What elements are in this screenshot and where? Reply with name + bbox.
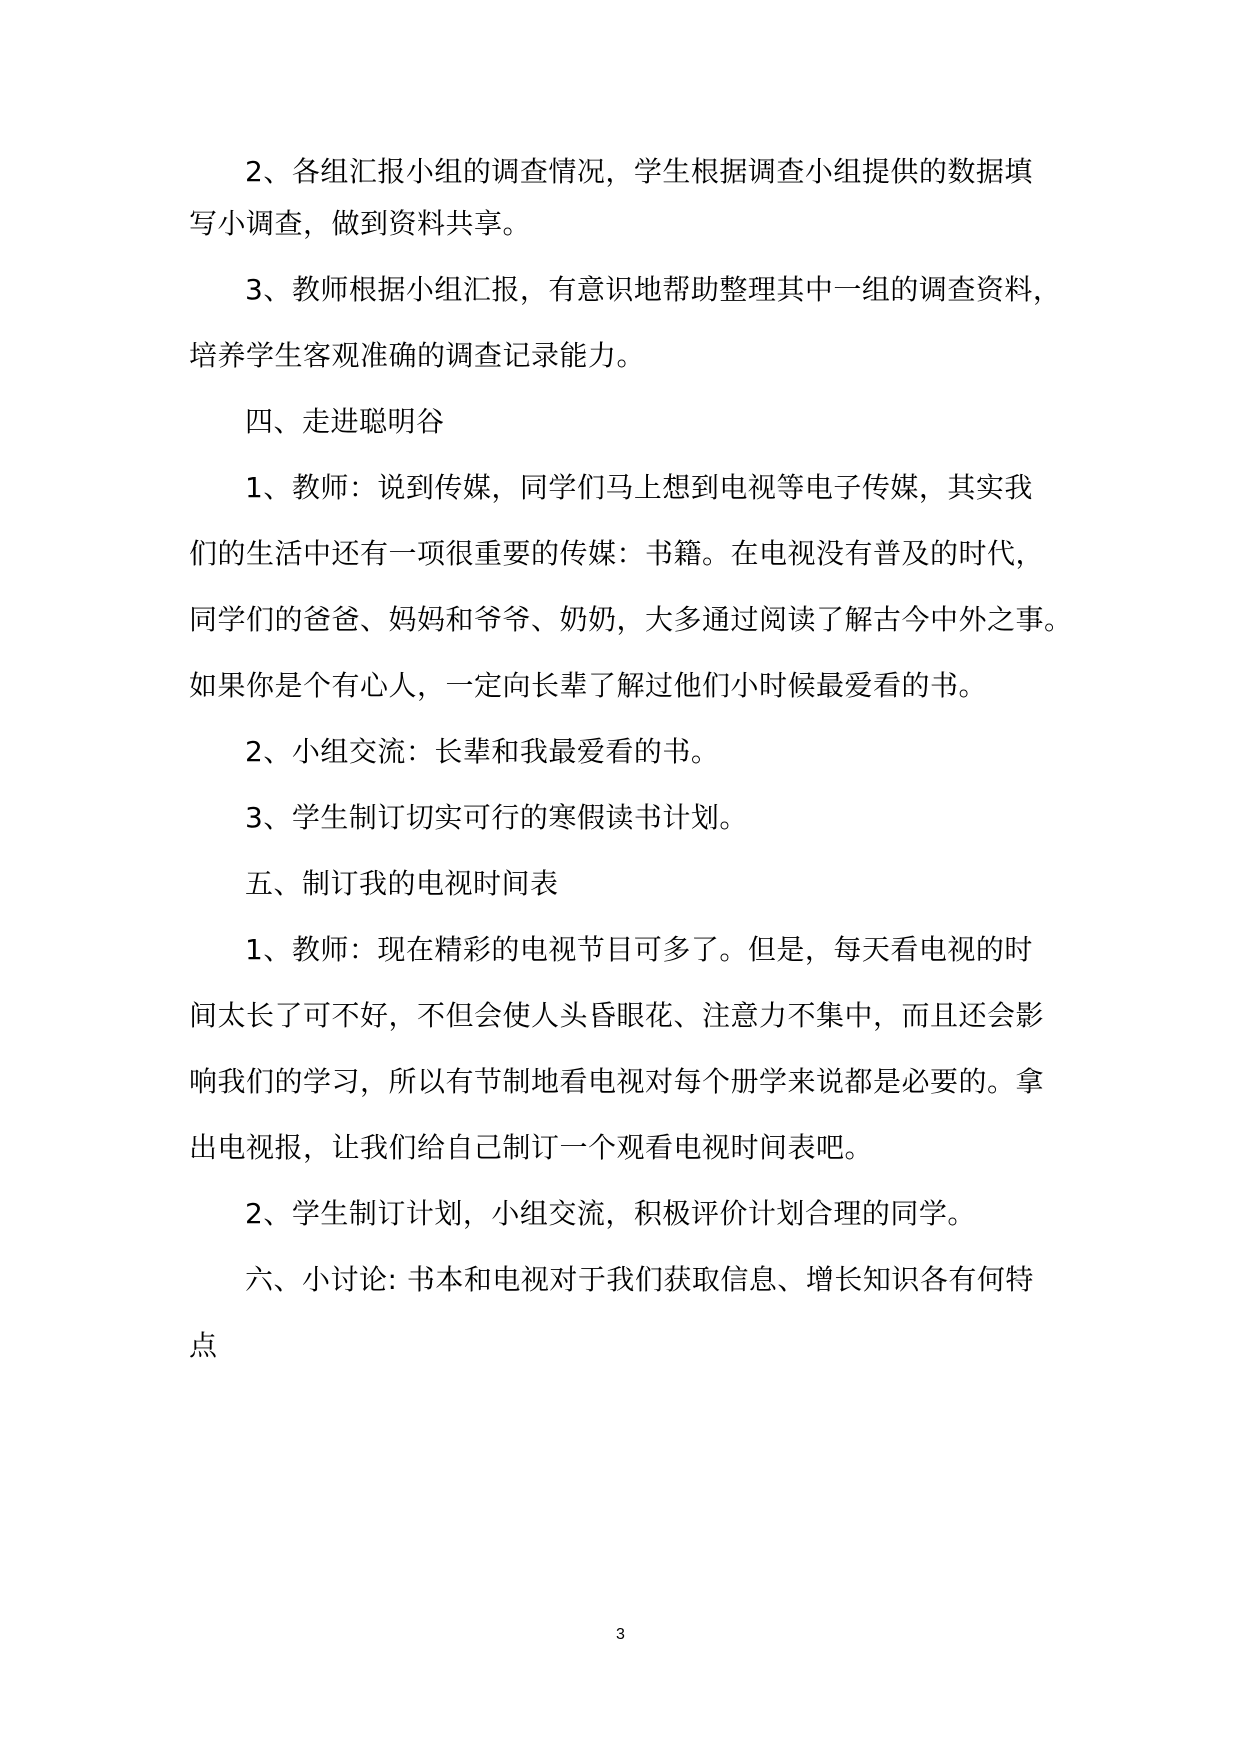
paragraph-line: 2、各组汇报小组的调查情况，学生根据调查小组提供的数据填 (245, 155, 1033, 188)
paragraph-line: 出电视报，让我们给自己制订一个观看电视时间表吧。 (189, 1131, 874, 1164)
section-heading: 五、制订我的电视时间表 (245, 867, 559, 900)
paragraph-line: 1、教师：说到传媒，同学们马上想到电视等电子传媒，其实我 (245, 471, 1033, 504)
paragraph-line: 间太长了可不好，不但会使人头昏眼花、注意力不集中，而且还会影 (189, 999, 1045, 1032)
paragraph-line: 如果你是个有心人，一定向长辈了解过他们小时候最爱看的书。 (189, 669, 988, 702)
paragraph-line: 2、学生制订计划，小组交流，积极评价计划合理的同学。 (245, 1197, 976, 1230)
section-heading: 六、小讨论: 书本和电视对于我们获取信息、增长知识各有何特 (245, 1263, 1034, 1296)
page-number: 3 (616, 1626, 625, 1643)
paragraph-line: 们的生活中还有一项很重要的传媒：书籍。在电视没有普及的时代， (189, 537, 1045, 570)
paragraph-line: 同学们的爸爸、妈妈和爷爷、奶奶，大多通过阅读了解古今中外之事。 (189, 603, 1073, 636)
paragraph-line: 响我们的学习，所以有节制地看电视对每个册学来说都是必要的。拿 (189, 1065, 1045, 1098)
section-heading: 四、走进聪明谷 (245, 405, 445, 438)
paragraph-line: 2、小组交流：长辈和我最爱看的书。 (245, 735, 720, 768)
paragraph-line: 培养学生客观准确的调查记录能力。 (189, 339, 646, 372)
paragraph-line: 3、教师根据小组汇报，有意识地帮助整理其中一组的调查资料， (245, 273, 1062, 306)
paragraph-line: 点 (189, 1329, 218, 1362)
paragraph-line: 写小调查，做到资料共享。 (189, 207, 532, 240)
paragraph-line: 1、教师：现在精彩的电视节目可多了。但是，每天看电视的时 (245, 933, 1033, 966)
paragraph-line: 3、学生制订切实可行的寒假读书计划。 (245, 801, 748, 834)
